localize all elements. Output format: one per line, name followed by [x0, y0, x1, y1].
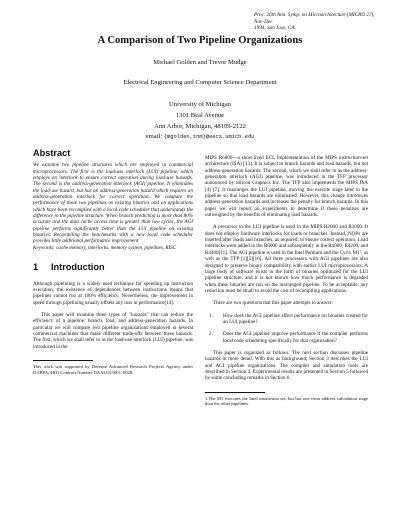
right-paragraph-4: This paper is organized as follows. The next section discusses pipeline hazards in more detail. With this as background, Section 3 describes the LUI and AGI pipeline organizations. The compiler and simulation tools are described in Section 4. Experimental results are presented in Section 5 followed by some concluding remarks in Section 6. — [205, 349, 368, 382]
citation-line-1: Proc. 26th Ann. Symp. on Microarchitecture (MICRO 27), Nov-Dec — [254, 12, 375, 25]
email-line — [0, 133, 400, 140]
keywords: Keywords: cache memory, interlocks, memory system, pipelines, RISC — [33, 244, 177, 251]
email-label: email: — [145, 133, 163, 140]
right-paragraph-2: A precursor to the LUI pipeline is used in the MIPS R2000 and R3000. It does not employ hardware interlocks for loads or branches. Instead, NOPs are inserted after loads and branches, as required, to ensure correct operation. Load interlocks were added in the R6000 and subsequently in the R4000, R4200, and R4400[11]. The AGI pipeline is used in the Intel Pentium and the Cyrix M1¹, as well as the TFP [1][5][16]. All three processors with AGI pipelines are also designed to preserve binary compatibility with earlier LUI microprocessors. A large body of software exists in the form of binaries optimized for the LUI pipeline structure, and it is not known how much performance is degraded when these binaries are run on the rearranged pipeline. To be acceptable, any reduction must be small to avoid the cost of recompiling applications. — [205, 224, 368, 294]
question-list — [205, 313, 368, 344]
intro-paragraph-2: This paper will examine three types of "hazards" that can reduce the efficiency of a pipeline: branch, load, and address-generation hazards. In particular we will compare two pipeline organizations employed in several commercial machines that make different trade-offs between these hazards. The first, which we shall refer to as the load-use interlock (LUI) pipeline, was introduced in the — [33, 311, 193, 350]
right-column — [205, 155, 368, 407]
department: Electrical Engineering and Computer Science Department — [123, 79, 277, 86]
section-title: Introduction — [51, 262, 105, 273]
list-item — [205, 331, 368, 344]
list-item-text: Does the AGI pipeline improve performance if the compiler performs local code scheduling specifically for that organization? — [223, 331, 368, 344]
list-item-number: 1. — [209, 312, 213, 319]
m1-footnote: 1.The M1 executes the Intel instruction set, but has one extra address calculation stage than the other pipelines. — [205, 395, 368, 407]
address-line-3: Ann Arbor, Michigan, 48109-2122 — [154, 123, 246, 130]
section-heading-introduction — [33, 262, 193, 273]
conference-citation — [254, 12, 384, 32]
list-item — [205, 313, 368, 326]
right-paragraph-1: MIPS R6000—a short-lived ECL implementation of the MIPS instruction-set architecture (ISA) [13]. It is subject to branch hazards and load hazards, but not address-generation hazards. The second, which we shall refer to as the address-generation interlock (AGI) pipeline, was introduced in the TFP processor announced by Silicon Graphics Inc. The TFP also implements the MIPS ISA [4] [7]. It rearranges the LUI pipeline, moving the execute stage later in the pipeline so that load hazards are eliminated. However, this change introduces address-generation hazards and increases the penalty for branch hazards. In this paper we will report on experiments to determine if these penalties are outweighed by the benefits of eliminating load hazards. — [205, 155, 368, 219]
list-item-number: 2. — [209, 331, 213, 338]
address-line-1: University of Michigan — [169, 101, 231, 108]
abstract-heading: Abstract — [33, 148, 71, 158]
abstract-text: We examine two pipeline structures which are employed in commercial microprocessors. The first is the load-use interlock (LUI) pipeline, which employs an interlock to ensure correct operation during load-use hazards. The second is the address-generation interlock (AGI) pipeline. It eliminates the load-use hazard, but has an address-generation hazard which requires an address-generation interlock for correct operation. We compare the performance of these two pipelines on existing binaries and on applications which have been recompiled with a local code scheduler that understands the difference in the pipeline structure. When branch prediction is more than 80% accurate and the data cache access time is greater than two cycles, the AGI pipeline performs significantly better than the LUI pipeline on existing binaries. Recompiling the benchmarks with a new local code scheduler provides little additional performance improvement. — [33, 162, 193, 245]
address-line-2: 1301 Beal Avenue — [175, 112, 225, 119]
intro-paragraph-1: Although pipelining is a widely used technique for speeding up instruction execution, the existence of dependences between instructions means that pipelines cannot run at 100% efficiency. Nevertheless, the improvement in speed through pipelining usually offsets any loss in performance[14]. — [33, 280, 193, 306]
right-paragraph-3: There are two questions that this paper attempts to answer: — [213, 300, 333, 307]
footnote-rule — [33, 360, 93, 361]
citation-line-2: 1994, San Jose, CA. — [254, 25, 296, 32]
section-number: 1 — [33, 262, 39, 273]
footnote-rule — [205, 392, 265, 393]
address — [0, 99, 400, 132]
left-column — [33, 150, 193, 375]
funding-footnote: This work was supported by Defense Advanced Research Projects Agency under DARPA/ARO Contract Number DAAL03-90-C-0028. — [33, 363, 193, 375]
email-address[interactable]: {mgolden,tnm}@eecs.umich.edu — [163, 134, 255, 140]
authors: Michael Golden and Trevor Mudge — [153, 59, 247, 66]
list-item-text: How does the AGI pipeline affect performance on binaries created for an LUI pipeline? — [223, 312, 368, 325]
paper-title: A Comparison of Two Pipeline Organizations — [97, 35, 303, 46]
